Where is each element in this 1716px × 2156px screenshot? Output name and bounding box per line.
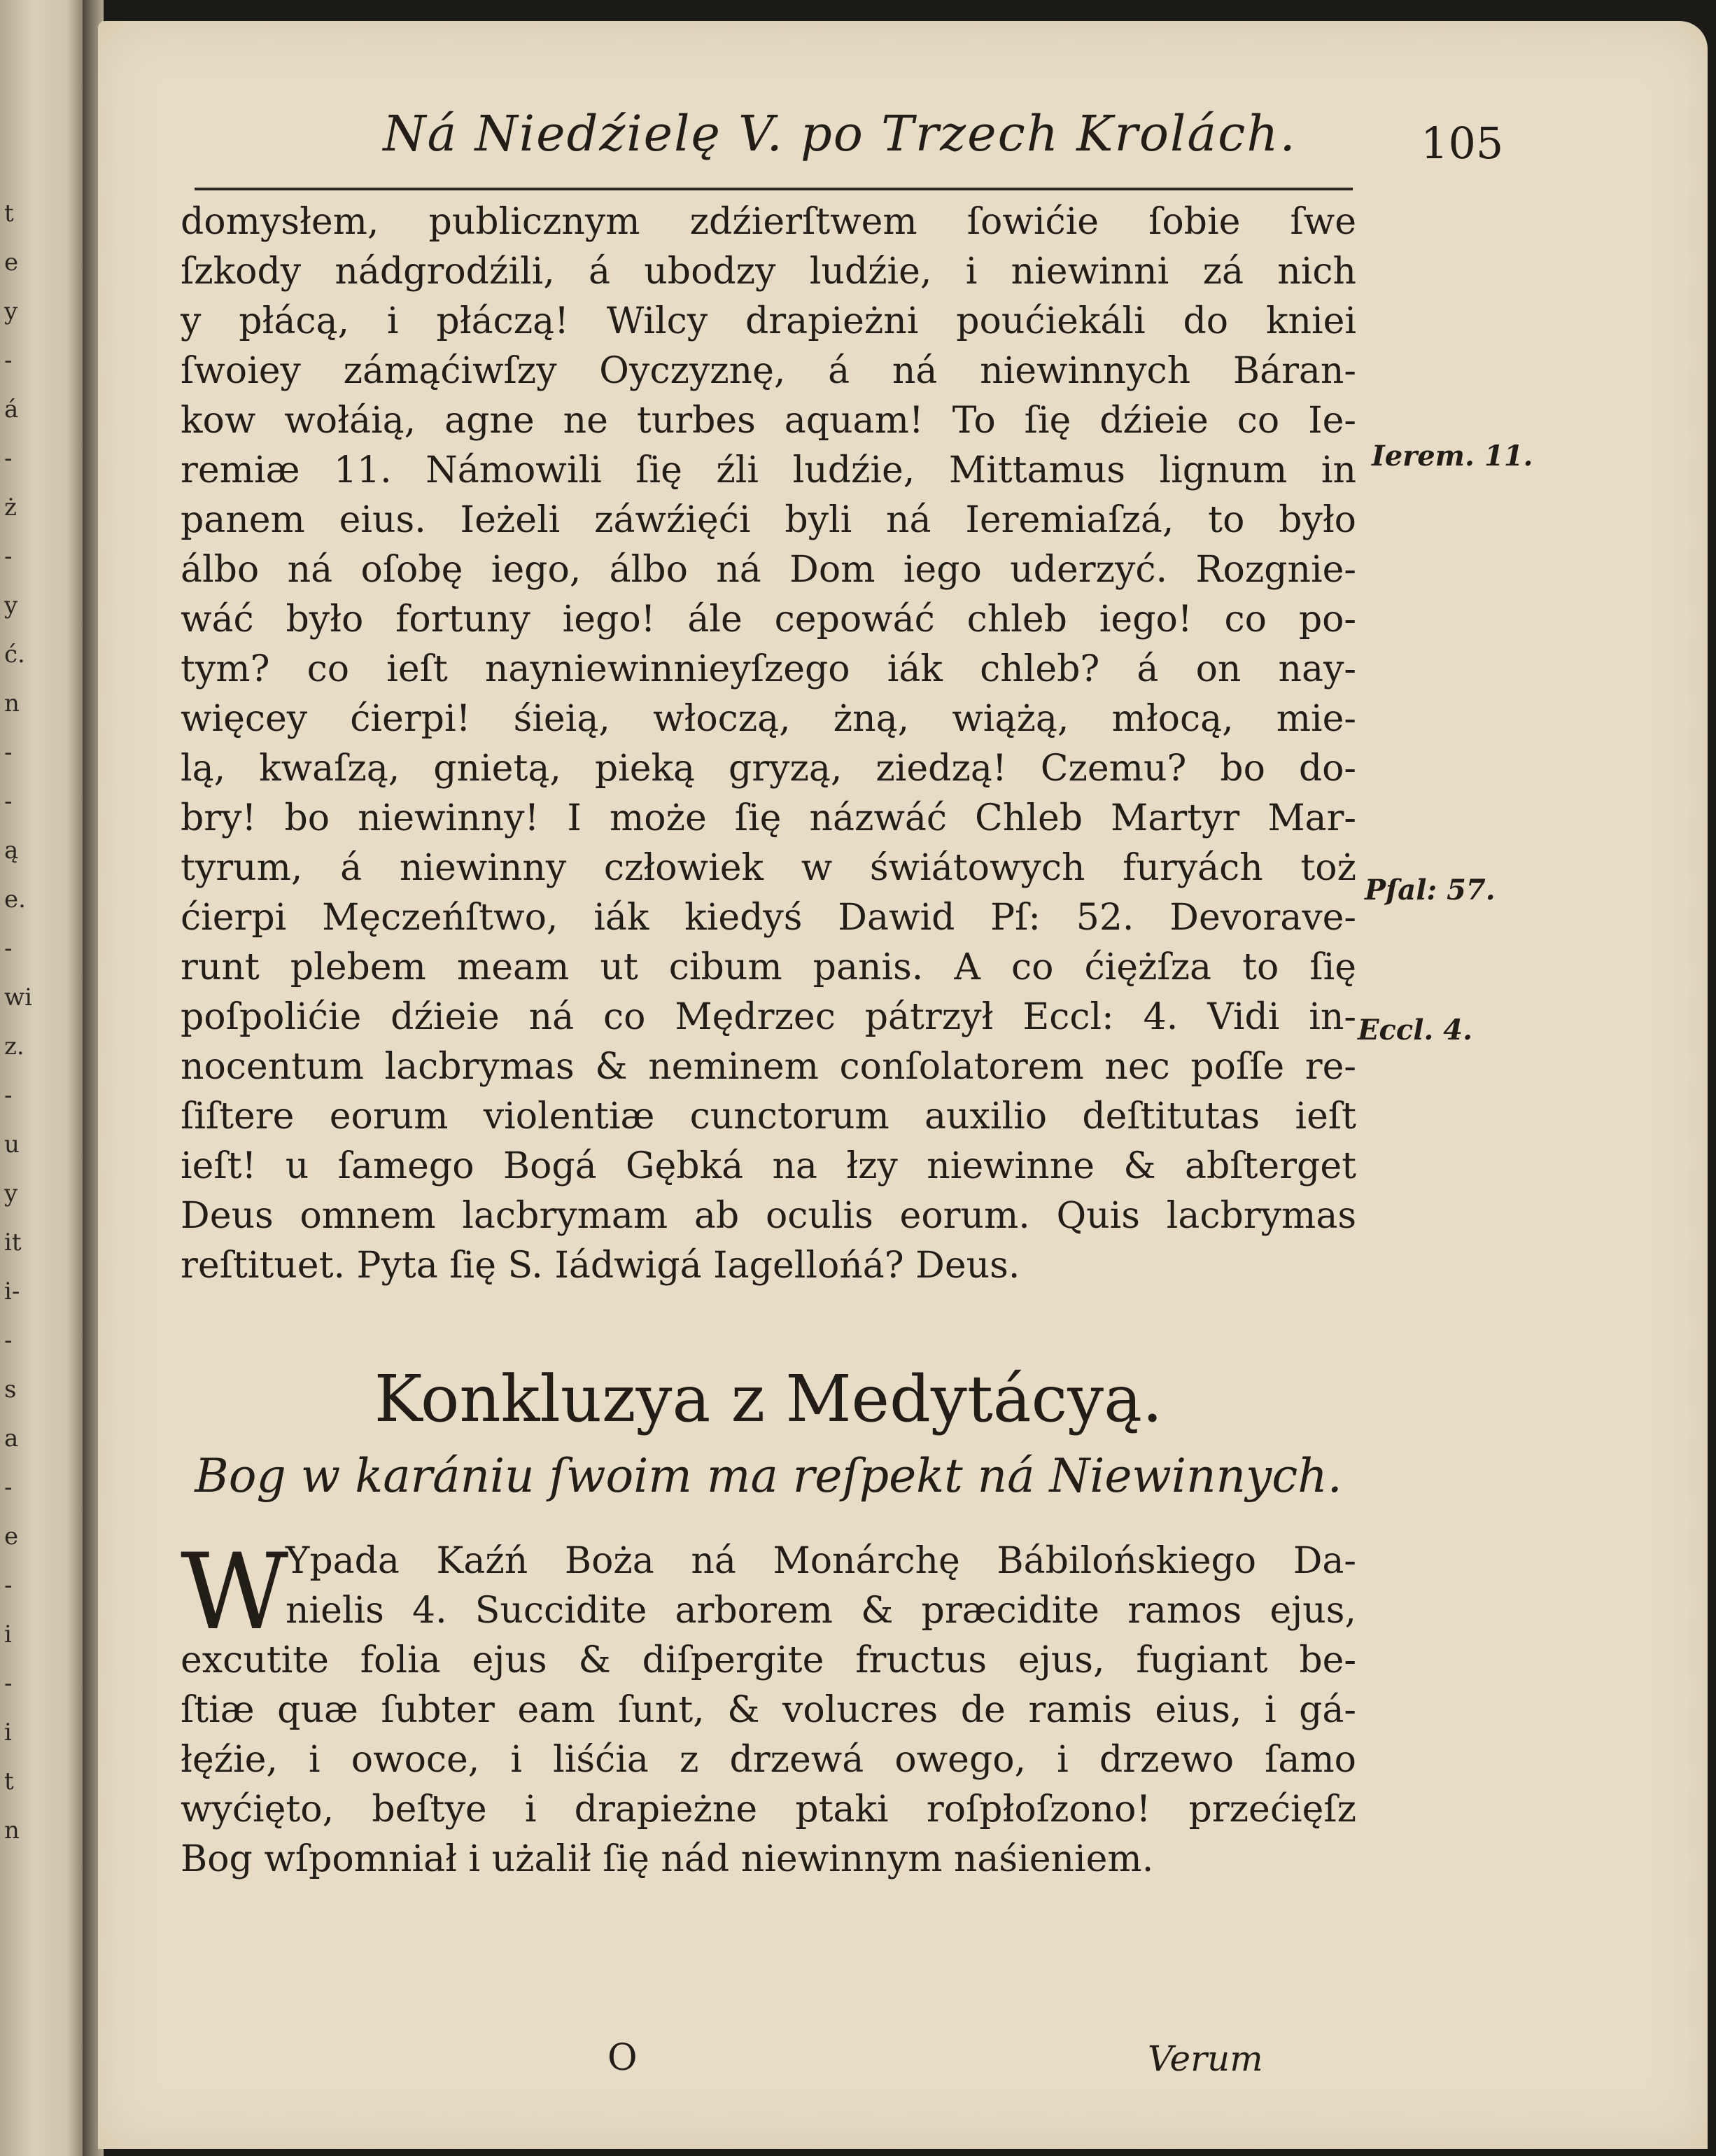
text-line: remiæ 11. Námowili ſię źli ludźie, Mittamus lignum in (181, 449, 1356, 491)
facing-page-char: n (4, 1816, 20, 1844)
drop-capital: W (181, 1532, 289, 1653)
facing-page-char: ż (4, 493, 17, 522)
text-line: ſtiæ quæ ſubter eam ſunt, & volucres de ramis eius, i gá- (181, 1689, 1356, 1731)
facing-page-char: - (4, 444, 13, 472)
text-line: ſzkody nádgrodźili, á ubodzy ludźie, i niewinni zá nich (181, 251, 1356, 293)
facing-page-char: y (4, 1180, 18, 1208)
text-line: panem eius. Ieżeli záwźięći byli ná Ieremiaſzá, to było (181, 499, 1356, 541)
section-subheading: Bog w karániu ſwoim ma reſpekt ná Niewinnych. (195, 1449, 1342, 1503)
text-line: więcey ćierpi! śieią, włoczą, żną, wiążą, młocą, mie- (181, 698, 1356, 740)
catchword: Verum (1148, 2038, 1263, 2079)
text-line: bry! bo niewinny! I może ſię názwáć Chleb Martyr Mar- (181, 797, 1356, 839)
text-line: y płácą, i płáczą! Wilcy drapieżni poućiekáli do kniei (181, 300, 1356, 342)
facing-page-char: u (4, 1130, 20, 1158)
facing-page-char: a (4, 1424, 19, 1452)
header-rule (195, 188, 1353, 190)
facing-page-char: ć. (4, 640, 25, 668)
text-line: Ypada Kaźń Boża ná Monárchę Bábilońskiego Da- (286, 1540, 1356, 1582)
facing-page-char: it (4, 1228, 22, 1256)
text-line: Bog wſpomniał i użalił ſię nád niewinnym naśieniem. (181, 1838, 1154, 1880)
facing-page-char: i (4, 1718, 12, 1746)
text-line: tym? co ieſt nayniewinnieyſzego iák chleb? á on nay- (181, 648, 1356, 690)
facing-page-char: - (4, 934, 13, 962)
paragraph-1 (181, 197, 1356, 1291)
text-line: łęźie, i owoce, i liśćia z drzewá owego, i drzewo ſamo (181, 1739, 1356, 1781)
facing-page-edge (0, 0, 84, 2156)
section-heading: Konkluzya z Medytácyą. (374, 1362, 1163, 1436)
facing-page-char: á (4, 396, 19, 424)
text-line: wyćięto, beſtye i drapieżne ptaki roſpłoſzono! przećięſz (181, 1788, 1356, 1830)
page-number: 105 (1421, 118, 1504, 169)
facing-page-char: y (4, 592, 18, 620)
text-line: poſpolićie dźieie ná co Mędrzec pátrzył Eccl: 4. Vidi in- (181, 996, 1356, 1038)
facing-page-char: - (4, 1474, 13, 1502)
facing-page-char: - (4, 738, 13, 766)
facing-page-char: - (4, 1326, 13, 1354)
facing-page-char: y (4, 298, 18, 326)
margin-note-eccl: Eccl. 4. (1358, 1014, 1473, 1046)
text-line: ieſt! u ſamego Bogá Gębká na łzy niewinne & abſterget (181, 1145, 1356, 1187)
text-line: tyrum, á niewinny człowiek w świátowych furyách toż (181, 847, 1356, 889)
facing-page-char: - (4, 1670, 13, 1698)
facing-page-char: i- (4, 1278, 20, 1306)
text-line: kow wołáią, agne ne turbes aquam! To ſię dźieie co Ie- (181, 400, 1356, 442)
margin-note-psal: Pſal: 57. (1365, 874, 1496, 906)
facing-page-char: e. (4, 886, 26, 913)
text-line: domysłem, publicznym zdźierſtwem ſowićie ſobie ſwe (181, 201, 1356, 243)
facing-page-char: z. (4, 1032, 24, 1060)
text-line: nocentum lacbrymas & neminem conſolatorem nec poſſe re- (181, 1046, 1356, 1088)
text-line: ſiſtere eorum violentiæ cunctorum auxilio deſtitutas ieſt (181, 1096, 1356, 1138)
paragraph-2 (181, 1532, 1356, 1884)
facing-page-char: t (4, 200, 14, 227)
facing-page-char: - (4, 788, 13, 816)
facing-page-char: s (4, 1376, 17, 1404)
facing-page-char: - (4, 542, 13, 570)
text-line: ſwoiey zámąćiwſzy Oyczyznę, á ná niewinnych Báran- (181, 350, 1356, 392)
facing-page-char: - (4, 1572, 13, 1600)
text-line: lą, kwaſzą, gnietą, pieką gryzą, ziedzą! Czemu? bo do- (181, 748, 1356, 790)
facing-page-char: i (4, 1620, 12, 1648)
facing-page-char: e (4, 1522, 19, 1550)
text-line: excutite folia ejus & diſpergite fructus ejus, fugiant be- (181, 1639, 1356, 1681)
running-header: Ná Niedźielę V. po Trzech Krolách. (383, 105, 1297, 162)
facing-page-char: t (4, 1768, 14, 1795)
facing-page-char: n (4, 690, 20, 718)
text-line: reſtituet. Pyta ſię S. Iádwigá Iagellońá? Deus. (181, 1245, 1020, 1287)
facing-page-char: e (4, 248, 19, 276)
facing-page-char: - (4, 1082, 13, 1110)
text-line: ćierpi Męczeńſtwo, iák kiedyś Dawid Pſ: 52. Devorave- (181, 897, 1356, 939)
facing-page-char: wi (4, 983, 32, 1011)
text-line: nielis 4. Succidite arborem & præcidite ramos ejus, (286, 1590, 1356, 1632)
facing-page-margin-text (4, 189, 32, 1855)
text-line: runt plebem meam ut cibum panis. A co ćiężſza to ſię (181, 946, 1356, 988)
text-line: álbo ná oſobę iego, álbo ná Dom iego uderzyć. Rozgnie- (181, 549, 1356, 591)
facing-page-char: ą (4, 836, 19, 864)
text-line: wáć było fortuny iego! ále cepowáć chleb iego! co po- (181, 598, 1356, 640)
margin-note-ierem: Ierem. 11. (1372, 440, 1533, 472)
facing-page-char: - (4, 346, 13, 374)
text-line: Deus omnem lacbrymam ab oculis eorum. Quis lacbrymas (181, 1195, 1356, 1237)
signature-mark: O (607, 2037, 638, 2079)
